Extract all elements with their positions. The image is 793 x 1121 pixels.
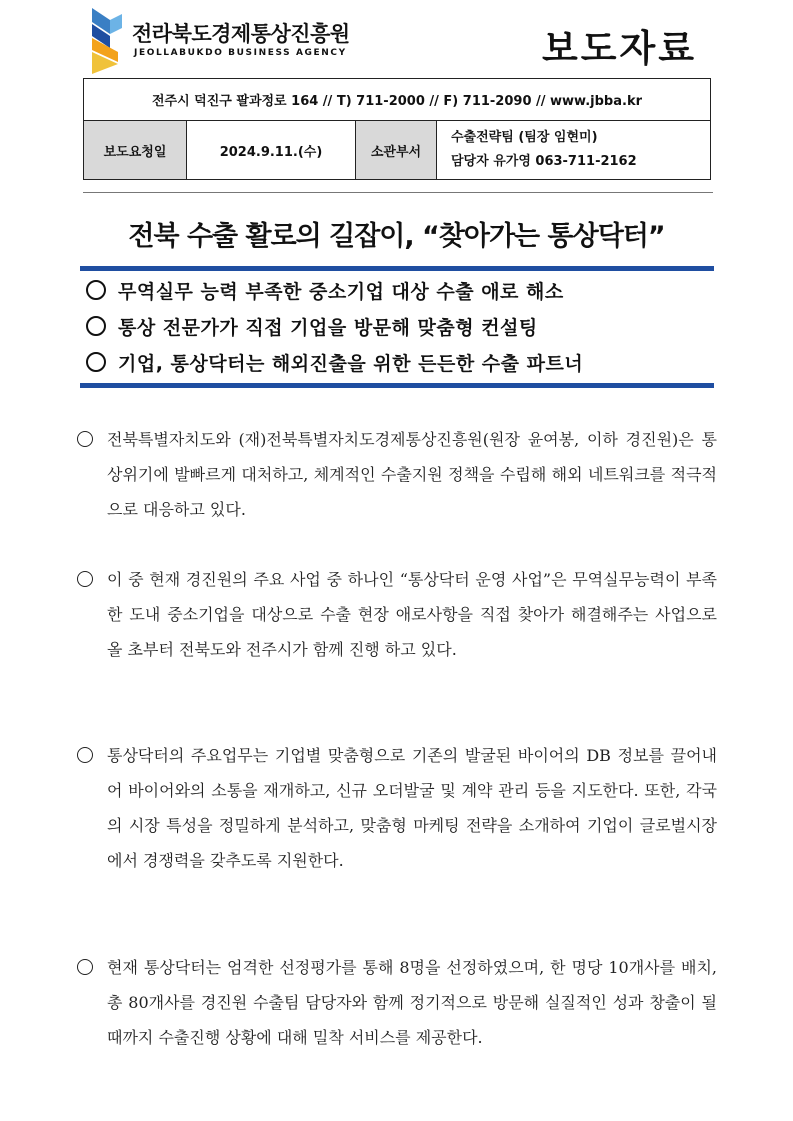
body-paragraph [77,422,717,527]
circle-bullet-icon [86,316,106,336]
document-type-title: 보도자료 [542,27,697,70]
agency-logo [88,4,348,76]
headline: 전북 수출 활로의 길잡이, “찾아가는 통상닥터” [128,221,665,252]
department-label: 소관부서 [356,121,437,180]
subhead-text: 기업, 통상닥터는 해외진출을 위한 든든한 수출 파트너 [118,353,584,375]
subhead-item [86,277,564,304]
department-contact: 담당자 유가영 063-711-2162 [451,154,637,169]
body-paragraph [77,562,717,667]
paragraph-text: 전북특별자치도와 (재)전북특별자치도경제통상진흥원(원장 윤여봉, 이하 경진원)은 통상위기에 발빠르게 대처하고, 체계적인 수출지원 정책을 수립해 해외 네트워크를 적극적으로 대응하고 있다. [107,430,717,519]
contact-info-table [83,78,711,180]
subhead-item [86,313,538,340]
agency-name: 전라북도경제통상진흥원 [132,22,350,46]
subhead-item [86,349,583,376]
body-paragraph [77,738,717,878]
circle-bullet-icon [77,959,93,975]
department-cell [437,121,711,180]
paragraph-text: 현재 통상닥터는 엄격한 선정평가를 통해 8명을 선정하였으며, 한 명당 10개사를 배치, 총 80개사를 경진원 수출팀 담당자와 함께 정기적으로 방문해 실질적인 성과 창출이 될 때까지 수출진행 상황에 대해 밀착 서비스를 제공한다. [107,958,717,1047]
release-date-value: 2024.9.11.(수) [187,121,356,180]
paragraph-text: 이 중 현재 경진원의 주요 사업 중 하나인 “통상닥터 운영 사업”은 무역실무능력이 부족한 도내 중소기업을 대상으로 수출 현장 애로사항을 직접 찾아가 해결해주는 사업으로 올 초부터 전북도와 전주시가 함께 진행 하고 있다. [107,570,717,659]
agency-emblem-icon [88,4,132,76]
subhead-block [80,266,714,388]
circle-bullet-icon [77,747,93,763]
divider [83,192,713,193]
subhead-text: 무역실무 능력 부족한 중소기업 대상 수출 애로 해소 [118,281,564,303]
circle-bullet-icon [86,280,106,300]
address-row [84,79,711,121]
body-paragraph [77,950,717,1055]
circle-bullet-icon [77,431,93,447]
release-date-label: 보도요청일 [84,121,187,180]
agency-english-name: JEOLLABUKDO BUSINESS AGENCY [134,48,347,58]
department-team: 수출전략팀 (팀장 임현미) [451,130,598,145]
address-cell: 전주시 덕진구 팔과정로 164 // T) 711-2000 // F) 711-2090 // www.jbba.kr [84,79,711,121]
circle-bullet-icon [77,571,93,587]
paragraph-text: 통상닥터의 주요업무는 기업별 맞춤형으로 기존의 발굴된 바이어의 DB 정보를 끌어내어 바이어와의 소통을 재개하고, 신규 오더발굴 및 계약 관리 등을 지도한다. 또한, 각국의 시장 특성을 정밀하게 분석하고, 맞춤형 마케팅 전략을 소개하여 기업이 글로벌시장에서 경쟁력을 갖추도록 지원한다. [107,746,717,870]
meta-row [84,121,711,180]
circle-bullet-icon [86,352,106,372]
subhead-text: 통상 전문가가 직접 기업을 방문해 맞춤형 컨설팅 [118,317,538,339]
